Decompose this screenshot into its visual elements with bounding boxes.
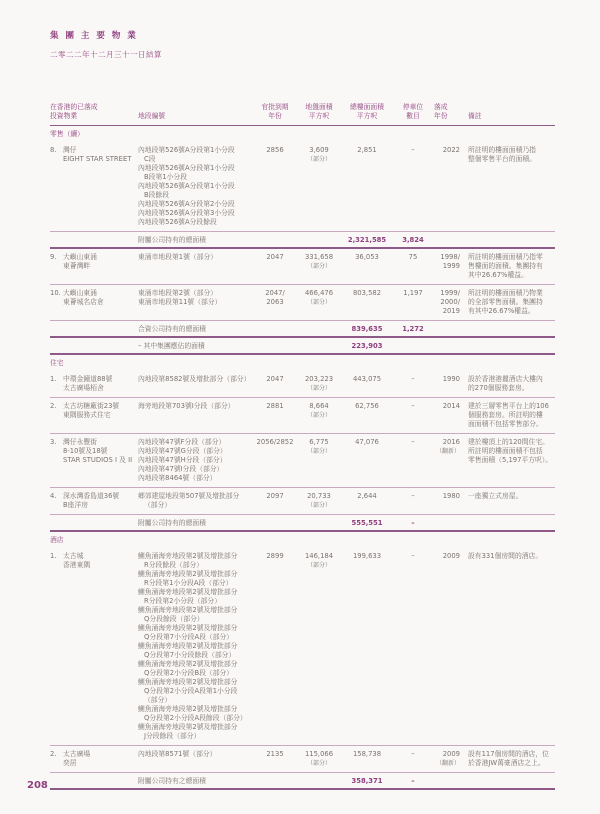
total-gfa: 839,635 bbox=[351, 325, 383, 333]
text-line: 內地段第47號I分段（部分） bbox=[138, 465, 224, 473]
site-area bbox=[298, 552, 340, 570]
gross-floor-area: 62,756 bbox=[355, 402, 379, 410]
text-line: Q分段第7小分段A段（部分） bbox=[144, 633, 234, 641]
text-line: 1998/ bbox=[440, 253, 460, 261]
lease-expiry bbox=[256, 375, 294, 384]
text-line: 203,223 bbox=[304, 375, 334, 383]
site-note: （部分） bbox=[306, 299, 331, 306]
lot-numbers bbox=[138, 552, 256, 741]
text-line: 所註明的樓面面積不包括 bbox=[468, 447, 543, 455]
text-line: J分段餘段（部分） bbox=[144, 732, 201, 740]
total-label: 附屬公司持有的總面積 bbox=[138, 519, 206, 527]
text-line: 2881 bbox=[266, 402, 284, 410]
table-row bbox=[50, 249, 555, 285]
text-line: 鰂魚涌海旁地段第2號及增批部分 bbox=[138, 705, 238, 713]
text-line: 2016 bbox=[442, 438, 460, 446]
name-lines bbox=[63, 146, 137, 164]
lease-expiry bbox=[256, 492, 294, 501]
col-site-area: 地盤面積 平方呎 bbox=[305, 103, 333, 120]
lease-expiry bbox=[256, 402, 294, 411]
table-row bbox=[50, 142, 555, 232]
parking-spaces: 1,197 bbox=[403, 289, 423, 297]
text-line: 其中26.67%權益。 bbox=[468, 271, 528, 279]
site-area bbox=[298, 492, 340, 510]
site-note: （部分） bbox=[306, 156, 331, 163]
text-line: 太古坊糖廠街23號 bbox=[63, 402, 120, 410]
text-line: 東薈城名店倉 bbox=[63, 298, 104, 306]
text-line: 面面積不包括零售部分。 bbox=[468, 420, 543, 428]
site-note: （部分） bbox=[306, 412, 331, 419]
text-line: 太古城 bbox=[63, 552, 84, 560]
text-line: 所註明的樓面面積乃指 bbox=[468, 146, 536, 154]
text-line: （部分） bbox=[144, 696, 172, 704]
site-area bbox=[298, 402, 340, 420]
total-label: 附屬公司持有之總面積 bbox=[138, 777, 206, 785]
remarks bbox=[468, 552, 558, 561]
text-line: 設有331個房間的酒店。 bbox=[468, 552, 543, 560]
text-line: 鰂魚涌海旁地段第2號及增批部分 bbox=[138, 552, 238, 560]
lot-numbers bbox=[138, 492, 256, 510]
section-heading-residential: 住宅 bbox=[50, 359, 64, 367]
text-line: 6,775 bbox=[309, 438, 329, 446]
text-line: 整個零售平台的面積。 bbox=[468, 155, 536, 163]
property-name bbox=[50, 402, 138, 420]
gross-floor-area: 2,851 bbox=[357, 146, 377, 154]
text-line: （部分） bbox=[144, 501, 172, 509]
text-line: 鰂魚涌海旁地段第2號及增批部分 bbox=[138, 642, 238, 650]
completion-year bbox=[430, 552, 460, 561]
name-lines bbox=[63, 402, 137, 420]
col-gfa: 總樓面面積 平方呎 bbox=[350, 103, 384, 120]
gross-floor-area: 2,644 bbox=[357, 492, 377, 500]
text-line: 內地段第526號A分段第2小分段 bbox=[138, 200, 235, 208]
text-line: B段餘段 bbox=[144, 191, 170, 199]
name-lines bbox=[63, 750, 137, 768]
table-row bbox=[50, 548, 555, 746]
text-line: C段 bbox=[144, 155, 156, 163]
remarks bbox=[468, 492, 558, 501]
page-header bbox=[50, 29, 162, 60]
text-line: 大嶼山東涌 bbox=[63, 289, 97, 297]
col-parking: 停車位 數目 bbox=[402, 103, 424, 120]
text-line: 2014 bbox=[442, 402, 460, 410]
total-label: 附屬公司持有的總面積 bbox=[138, 236, 206, 244]
text-line: 所註明的樓面面積乃指零 bbox=[468, 253, 543, 261]
text-line: 大嶼山東涌 bbox=[63, 253, 97, 261]
text-line: 466,476 bbox=[304, 289, 334, 297]
table-row bbox=[50, 434, 555, 488]
total-gfa: 555,551 bbox=[351, 519, 383, 527]
site-area bbox=[298, 289, 340, 307]
text-line: 鰂魚涌海旁地段第2號及增批部分 bbox=[138, 606, 238, 614]
name-lines bbox=[63, 438, 137, 465]
completion-year bbox=[430, 289, 460, 316]
parking-spaces: – bbox=[411, 146, 415, 154]
text-line: 於香港JW萬豪酒店之上。 bbox=[468, 759, 545, 767]
page-title: 集 團 主 要 物 業 bbox=[50, 31, 138, 41]
lot-numbers bbox=[138, 289, 256, 307]
text-line: B段第1小分段 bbox=[144, 173, 187, 181]
row-number: 2. bbox=[50, 402, 57, 410]
text-line: 深水灣香島道36號 bbox=[63, 492, 120, 500]
completion-year bbox=[430, 375, 460, 384]
lease-expiry bbox=[256, 438, 294, 447]
completion-year bbox=[430, 402, 460, 411]
remarks bbox=[468, 253, 558, 280]
text-line: 8-10號及18號 bbox=[63, 447, 108, 455]
parking-spaces: 75 bbox=[408, 253, 418, 261]
text-line: Q分段第7小分段餘段（部分） bbox=[144, 651, 236, 659]
text-line: 香港東隅 bbox=[63, 561, 91, 569]
text-line: 1999/ bbox=[440, 289, 460, 297]
total-parking: 3,824 bbox=[402, 236, 424, 244]
col-name: 在香港的已落成 投資物業 bbox=[50, 103, 98, 120]
gross-floor-area: 158,738 bbox=[352, 750, 382, 758]
remarks bbox=[468, 750, 558, 768]
text-line: R分段餘段（部分） bbox=[144, 561, 204, 569]
table-row bbox=[50, 285, 555, 321]
table-row bbox=[50, 398, 555, 434]
text-line: 鰂魚涌海旁地段第2號及增批部分 bbox=[138, 624, 238, 632]
site-note: （部分） bbox=[306, 562, 331, 569]
text-line: 鰂魚涌海旁地段第2號及增批部分 bbox=[138, 660, 238, 668]
lot-numbers bbox=[138, 375, 256, 384]
text-line: 建於樓頂上的120間住宅。 bbox=[468, 438, 549, 446]
text-line: 個服務套房。所註明的樓 bbox=[468, 411, 543, 419]
text-line: 1990 bbox=[442, 375, 460, 383]
text-line: EIGHT STAR STREET bbox=[63, 155, 132, 163]
name-lines bbox=[63, 375, 137, 393]
text-line: 灣仔永豐街 bbox=[63, 438, 97, 446]
col-year: 落成 年份 bbox=[434, 103, 448, 120]
year-note: （翻新） bbox=[435, 760, 460, 767]
text-line: 零售面積（5,197平方呎）。 bbox=[468, 456, 553, 464]
text-line: 內地段第526號A分段第3小分段 bbox=[138, 209, 235, 217]
text-line: 太古廣場 bbox=[63, 750, 91, 758]
site-note: （部分） bbox=[306, 760, 331, 767]
text-line: 331,658 bbox=[304, 253, 334, 261]
section-heading-hotel: 酒店 bbox=[50, 536, 64, 544]
remarks bbox=[468, 289, 558, 316]
text-line: Q分段第2小分段A段第1小分段 bbox=[144, 687, 238, 695]
table-row bbox=[50, 488, 555, 515]
text-line: 所註明的樓面面積乃物業 bbox=[468, 289, 543, 297]
text-line: Q分段第2小分段A段餘段（部分） bbox=[144, 714, 247, 722]
parking-spaces: – bbox=[411, 552, 415, 560]
gross-floor-area: 36,053 bbox=[355, 253, 379, 261]
total-row bbox=[50, 232, 555, 249]
page-subtitle: 二零二二年十二月三十一日結算 bbox=[50, 50, 162, 59]
text-line: 中環金鐘道88號 bbox=[63, 375, 113, 383]
text-line: 灣仔 bbox=[63, 146, 77, 154]
text-line: 2899 bbox=[266, 552, 284, 560]
lot-numbers bbox=[138, 253, 256, 262]
remarks bbox=[468, 146, 558, 164]
property-name bbox=[50, 253, 138, 271]
text-line: 115,066 bbox=[304, 750, 334, 758]
lot-numbers bbox=[138, 402, 256, 411]
text-line: R分段第1小分段A段（部分） bbox=[144, 579, 233, 587]
remarks bbox=[468, 402, 558, 429]
text-line: 內地段第47號H分段（部分） bbox=[138, 456, 227, 464]
lot-numbers bbox=[138, 146, 256, 227]
completion-year bbox=[430, 438, 460, 456]
text-line: 3,609 bbox=[309, 146, 329, 154]
parking-spaces: – bbox=[411, 750, 415, 758]
total-gfa: 223,903 bbox=[351, 342, 383, 350]
total-parking: – bbox=[411, 519, 415, 527]
site-area bbox=[298, 253, 340, 271]
text-line: 2047/ bbox=[265, 289, 285, 297]
total-row bbox=[50, 321, 555, 338]
text-line: 一座獨立式房屋。 bbox=[468, 492, 523, 500]
remarks bbox=[468, 438, 558, 465]
property-name bbox=[50, 146, 138, 164]
text-line: 2000/ bbox=[440, 298, 460, 306]
text-line: B座洋房 bbox=[63, 501, 89, 509]
text-line: 2009 bbox=[442, 552, 460, 560]
col-remarks: 備註 bbox=[468, 112, 482, 120]
completion-year bbox=[430, 750, 460, 768]
text-line: 內地段第526號A分段第1小分段 bbox=[138, 164, 235, 172]
text-line: 2063 bbox=[266, 298, 284, 306]
text-line: 內地段第8464號（部分） bbox=[138, 474, 217, 482]
total-gfa: 358,371 bbox=[351, 777, 383, 785]
text-line: 1980 bbox=[442, 492, 460, 500]
text-line: 鰂魚涌海旁地段第2號及增批部分 bbox=[138, 723, 238, 731]
name-lines bbox=[63, 492, 137, 510]
parking-spaces: – bbox=[411, 438, 415, 446]
property-name bbox=[50, 438, 138, 465]
properties-table bbox=[50, 103, 555, 790]
text-line: 內地段第47號F分段（部分） bbox=[138, 438, 226, 446]
text-line: 8,664 bbox=[309, 402, 329, 410]
property-name bbox=[50, 492, 138, 510]
year-note: （翻新） bbox=[435, 448, 460, 455]
text-line: 2009 bbox=[442, 750, 460, 758]
text-line: 東涌市地段第2號（部分） bbox=[138, 289, 218, 297]
text-line: 20,733 bbox=[307, 492, 331, 500]
property-name bbox=[50, 375, 138, 393]
name-lines bbox=[63, 289, 137, 307]
site-area bbox=[298, 375, 340, 393]
lease-expiry bbox=[256, 289, 294, 307]
col-lot: 地段編號 bbox=[138, 112, 166, 120]
table-row bbox=[50, 746, 555, 773]
gross-floor-area: 443,075 bbox=[352, 375, 382, 383]
lease-expiry bbox=[256, 253, 294, 262]
text-line: 有其中26.67%權益。 bbox=[468, 307, 535, 315]
page-number: 208 bbox=[27, 780, 48, 791]
property-name bbox=[50, 552, 138, 570]
row-number: 4. bbox=[50, 492, 57, 500]
total-row bbox=[50, 338, 555, 355]
text-line: 2022 bbox=[442, 146, 460, 154]
text-line: 太古廣場栢舍 bbox=[63, 384, 104, 392]
text-line: R分段第2小分段（部分） bbox=[144, 597, 222, 605]
site-note: （部分） bbox=[306, 448, 331, 455]
total-parking: – bbox=[411, 777, 415, 785]
site-note: （部分） bbox=[306, 263, 331, 270]
row-number: 8. bbox=[50, 146, 57, 154]
text-line: 內地段第8582號及增批部分（部分） bbox=[138, 375, 251, 383]
row-number: 9. bbox=[50, 253, 57, 261]
text-line: 建於三層零售平台上的106 bbox=[468, 402, 549, 410]
lot-numbers bbox=[138, 750, 256, 759]
site-area bbox=[298, 438, 340, 456]
text-line: 的全部零售面積。集團持 bbox=[468, 298, 543, 306]
text-line: 鰂魚涌海旁地段第2號及增批部分 bbox=[138, 678, 238, 686]
text-line: 東隅服務式住宅 bbox=[63, 411, 111, 419]
parking-spaces: – bbox=[411, 375, 415, 383]
text-line: STAR STUDIOS I 及 II bbox=[63, 456, 133, 464]
gross-floor-area: 803,582 bbox=[352, 289, 382, 297]
text-line: 內地段第526號A分段第1小分段 bbox=[138, 182, 235, 190]
row-number: 1. bbox=[50, 552, 57, 560]
property-name bbox=[50, 289, 138, 307]
text-line: 的270個服務套房。 bbox=[468, 384, 529, 392]
row-number: 2. bbox=[50, 750, 57, 758]
section-heading-retail: 零售（續） bbox=[50, 130, 84, 138]
text-line: 海旁地段第703號I分段（部分） bbox=[138, 402, 235, 410]
row-number: 10. bbox=[50, 289, 61, 297]
text-line: 設有117個房間的酒店，位 bbox=[468, 750, 549, 758]
parking-spaces: – bbox=[411, 402, 415, 410]
lease-expiry bbox=[256, 146, 294, 155]
text-line: 內地段第526號A分段第1小分段 bbox=[138, 146, 235, 154]
text-line: 2047 bbox=[266, 375, 284, 383]
text-line: Q分段餘段（部分） bbox=[144, 615, 204, 623]
text-line: 2047 bbox=[266, 253, 284, 261]
total-label: – 其中集團應佔的面積 bbox=[138, 342, 205, 350]
total-label: 合資公司持有的總面積 bbox=[138, 325, 206, 333]
text-line: 內地段第526號A分段餘段 bbox=[138, 218, 217, 226]
total-row bbox=[50, 515, 555, 532]
text-line: 1999 bbox=[442, 262, 460, 270]
table-header bbox=[50, 103, 555, 126]
property-name bbox=[50, 750, 138, 768]
lease-expiry bbox=[256, 552, 294, 561]
lot-numbers bbox=[138, 438, 256, 483]
text-line: 售樓面的面積。集團持有 bbox=[468, 262, 543, 270]
text-line: 2097 bbox=[266, 492, 284, 500]
text-line: 2019 bbox=[442, 307, 460, 315]
completion-year bbox=[430, 253, 460, 271]
text-line: 2135 bbox=[266, 750, 284, 758]
gross-floor-area: 47,076 bbox=[355, 438, 379, 446]
parking-spaces: – bbox=[411, 492, 415, 500]
text-line: 東涌市地段第1號（部分） bbox=[138, 253, 218, 261]
text-line: 鄉郊建屋地段第507號及增批部分 bbox=[138, 492, 240, 500]
site-note: （部分） bbox=[306, 502, 331, 509]
name-lines bbox=[63, 253, 137, 271]
text-line: 2056/2852 bbox=[256, 438, 294, 446]
text-line: 奕居 bbox=[63, 759, 77, 767]
completion-year bbox=[430, 146, 460, 155]
text-line: 內地段第47號G分段（部分） bbox=[138, 447, 227, 455]
site-area bbox=[298, 146, 340, 164]
text-line: 東涌市地段第11號（部分） bbox=[138, 298, 222, 306]
name-lines bbox=[63, 552, 137, 570]
total-row bbox=[50, 773, 555, 790]
text-line: 146,184 bbox=[304, 552, 334, 560]
lease-expiry bbox=[256, 750, 294, 759]
text-line: Q分段第2小分段B段（部分） bbox=[144, 669, 234, 677]
row-number: 3. bbox=[50, 438, 57, 446]
text-line: 2856 bbox=[266, 146, 284, 154]
site-note: （部分） bbox=[306, 385, 331, 392]
table-row bbox=[50, 371, 555, 398]
text-line: 內地段第8571號（部分） bbox=[138, 750, 217, 758]
gross-floor-area: 199,633 bbox=[352, 552, 382, 560]
row-number: 1. bbox=[50, 375, 57, 383]
completion-year bbox=[430, 492, 460, 501]
text-line: 鰂魚涌海旁地段第2號及增批部分 bbox=[138, 588, 238, 596]
total-gfa: 2,321,585 bbox=[347, 236, 387, 244]
col-lease: 官批到期 年份 bbox=[261, 103, 289, 120]
site-area bbox=[298, 750, 340, 768]
text-line: 設於香港港麗酒店大樓內 bbox=[468, 375, 543, 383]
total-parking: 1,272 bbox=[402, 325, 424, 333]
text-line: 東薈灣畔 bbox=[63, 262, 91, 270]
text-line: 鰂魚涌海旁地段第2號及增批部分 bbox=[138, 570, 238, 578]
remarks bbox=[468, 375, 558, 393]
